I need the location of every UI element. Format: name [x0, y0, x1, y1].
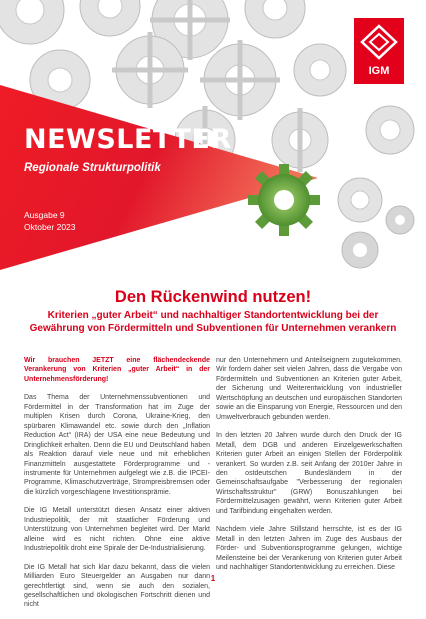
ig-metall-logo — [354, 18, 404, 84]
paragraph: Die IG Metall unterstützt diesen Ansatz einer aktiven Industriepolitik, der mit staatlicher Förderung und Unterstützung von Unternehmen begleitet wird. Der Markt alleine wird es nicht richten. Ohne eine aktive Industriepolitik droht eine Spirale der De-Industrialisierung. — [24, 507, 210, 553]
logo-emblem-icon — [360, 24, 398, 78]
newsletter-subtitle: Regionale Strukturpolitik — [24, 162, 161, 174]
paragraph: Die IG Metall hat sich klar dazu bekannt, dass die vielen Milliarden Euro Steuergelder an Ausgaben nur dann gerechtfertigt sind, wenn sie auch den sozialen, gesellschaftlichen und ökologischen Fortschritt dienen und nicht — [24, 563, 210, 609]
green-gear-icon — [248, 164, 320, 236]
article-subheadline: Kriterien „guter Arbeit“ und nachhaltiger Standortentwicklung bei der Gewährung von Fördermitteln und Subventionen für Unternehmen verankern — [29, 310, 397, 334]
article-lead: Wir brauchen JETZT eine flächendeckende Verankerung von Kriterien „guter Arbeit“ in der Unternehmensförderung! — [24, 357, 210, 383]
issue-info — [24, 209, 76, 233]
article-headline: Den Rückenwind nutzen! — [114, 288, 312, 306]
logo-text: IGM — [368, 65, 390, 77]
issue-date: Oktober 2023 — [24, 222, 76, 232]
paragraph: In den letzten 20 Jahren wurde durch den Druck der IG Metall, dem DGB und anderen Einzelgewerkschaften Kriterien guter Arbeit an einigen Stellen der Förderpolitik verankert. So wurden z.B. seit Anfang der 2010er Jahre in den ostdeutschen Bundesländern in der Gemeinschaftsaufgabe "Verbesserung der regionalen Wirtschaftsstruktur" (GRW) Bonuszahlungen bei Fördermittelzusagen gewährt, wenn Kriterien guter Arbeit und Tarifbindung eingehalten werden. — [216, 432, 402, 515]
paragraph: Das Thema der Unternehmenssubventionen und Fördermittel in der Transformation hat im Zuge der multiplen Krisen durch Corona, Ukraine-Krieg, den spürbaren Klimawandel etc. sowie durch den „Inflation Reduction Act“ (IRA) der USA eine neue Bedeutung und Dringlichkeit erhalten. Denn die EU und Deutschland haben als Reaktion darauf viele neue und mit erheblichen Finanzmitteln ausgestattete Förderprogramme und -instrumente für Unternehmen aufgelegt wie z.B. die IPCEI-Programme, Klimaschutzverträge, Strompreisbremsen oder die kürzlich vorgeschlagene Investitionsprämie. — [24, 394, 210, 496]
paragraph: nur den Unternehmern und Anteilseignern zugutekommen. Wir fordern daher seit vielen Jahren, dass die Vergabe von Fördermitteln und Subventionen an Kriterien guter Arbeit, der Sicherung und Weiterentwicklung von industrieller Wertschöpfung an deutschen und europäischen Standorten sowie an die Einsparung von Energie, Ressourcen und den Umweltverbrauch gebunden werden. — [216, 357, 402, 421]
article-column-right — [216, 356, 402, 582]
paragraph: Nachdem viele Jahre Stillstand herrschte, ist es der IG Metall in den letzten Jahren im Zuge des Ausbaus der Förder- und Subventionsprogramme gelungen, wichtige Meilensteine bei der Verankerung von Kriterien guter Arbeit und nachhaltiger Standortentwicklung zu erreichen. Diese — [216, 526, 402, 572]
red-triangle — [0, 85, 318, 270]
newsletter-title: NEWSLETTER — [24, 124, 232, 155]
page-number: 1 — [210, 574, 216, 583]
issue-number: Ausgabe 9 — [24, 210, 65, 220]
